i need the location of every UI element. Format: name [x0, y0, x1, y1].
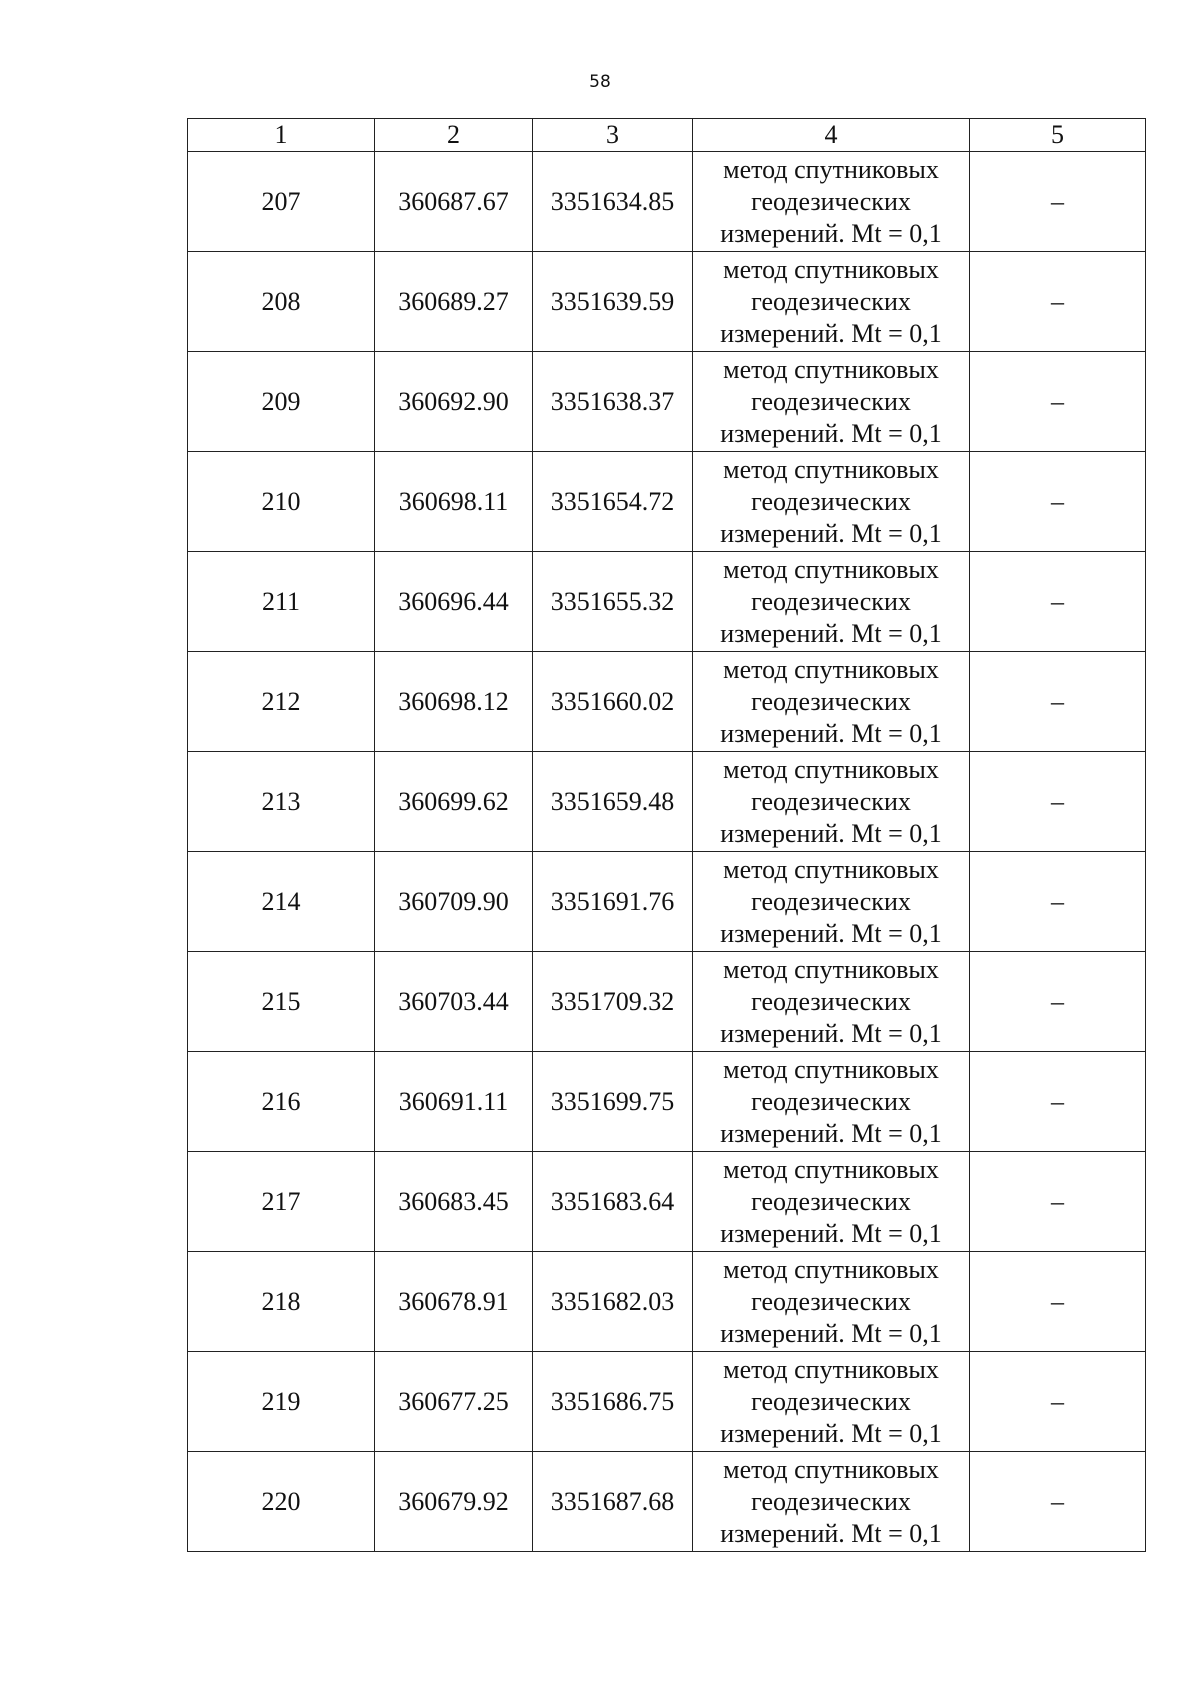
method-line: геодезических — [751, 986, 911, 1016]
x-coordinate-cell: 360698.11 — [375, 452, 533, 552]
y-coordinate-cell: 3351699.75 — [533, 1052, 693, 1152]
y-coordinate-cell: 3351687.68 — [533, 1452, 693, 1552]
method-line: геодезических — [751, 1386, 911, 1416]
x-coordinate-cell: 360679.92 — [375, 1452, 533, 1552]
y-coordinate-cell: 3351634.85 — [533, 152, 693, 252]
method-line: метод спутниковых — [723, 754, 939, 784]
method-line: метод спутниковых — [723, 1154, 939, 1184]
y-coordinate-cell: 3351654.72 — [533, 452, 693, 552]
method-cell — [693, 152, 970, 252]
method-line: геодезических — [751, 1186, 911, 1216]
method-line: метод спутниковых — [723, 254, 939, 284]
note-cell: – — [970, 1452, 1146, 1552]
method-cell — [693, 352, 970, 452]
method-cell — [693, 1352, 970, 1452]
method-line: геодезических — [751, 786, 911, 816]
method-line: измерений. Mt = 0,1 — [720, 218, 942, 248]
header-col-4: 4 — [693, 119, 970, 152]
table-row — [188, 352, 1146, 452]
method-cell — [693, 952, 970, 1052]
point-number-cell: 211 — [188, 552, 375, 652]
method-line: геодезических — [751, 1286, 911, 1316]
method-line: метод спутниковых — [723, 1354, 939, 1384]
y-coordinate-cell: 3351638.37 — [533, 352, 693, 452]
y-coordinate-cell: 3351709.32 — [533, 952, 693, 1052]
method-line: геодезических — [751, 1486, 911, 1516]
y-coordinate-cell: 3351639.59 — [533, 252, 693, 352]
y-coordinate-cell: 3351686.75 — [533, 1352, 693, 1452]
table-body — [188, 152, 1146, 1552]
method-line: метод спутниковых — [723, 1454, 939, 1484]
x-coordinate-cell: 360678.91 — [375, 1252, 533, 1352]
method-cell — [693, 552, 970, 652]
x-coordinate-cell: 360687.67 — [375, 152, 533, 252]
table-row — [188, 552, 1146, 652]
table-row — [188, 1152, 1146, 1252]
method-line: метод спутниковых — [723, 1254, 939, 1284]
x-coordinate-cell: 360677.25 — [375, 1352, 533, 1452]
point-number-cell: 216 — [188, 1052, 375, 1152]
table-row — [188, 1352, 1146, 1452]
header-col-5: 5 — [970, 119, 1146, 152]
table-row — [188, 852, 1146, 952]
table-row — [188, 452, 1146, 552]
note-cell: – — [970, 1252, 1146, 1352]
method-line: измерений. Mt = 0,1 — [720, 918, 942, 948]
note-cell: – — [970, 352, 1146, 452]
point-number-cell: 212 — [188, 652, 375, 752]
point-number-cell: 210 — [188, 452, 375, 552]
method-line: измерений. Mt = 0,1 — [720, 1118, 942, 1148]
method-line: геодезических — [751, 386, 911, 416]
method-line: метод спутниковых — [723, 654, 939, 684]
method-line: измерений. Mt = 0,1 — [720, 718, 942, 748]
note-cell: – — [970, 852, 1146, 952]
method-line: метод спутниковых — [723, 554, 939, 584]
x-coordinate-cell: 360698.12 — [375, 652, 533, 752]
table-row — [188, 1452, 1146, 1552]
table-header — [188, 119, 1146, 152]
header-row — [188, 119, 1146, 152]
table-row — [188, 152, 1146, 252]
header-col-3: 3 — [533, 119, 693, 152]
point-number-cell: 214 — [188, 852, 375, 952]
note-cell: – — [970, 1352, 1146, 1452]
note-cell: – — [970, 752, 1146, 852]
x-coordinate-cell: 360691.11 — [375, 1052, 533, 1152]
table-row — [188, 1252, 1146, 1352]
y-coordinate-cell: 3351691.76 — [533, 852, 693, 952]
method-cell — [693, 452, 970, 552]
page-number: 58 — [589, 72, 611, 92]
method-line: метод спутниковых — [723, 454, 939, 484]
table-row — [188, 1052, 1146, 1152]
method-cell — [693, 1452, 970, 1552]
table-row — [188, 752, 1146, 852]
point-number-cell: 213 — [188, 752, 375, 852]
method-line: измерений. Mt = 0,1 — [720, 1218, 942, 1248]
note-cell: – — [970, 452, 1146, 552]
table-row — [188, 252, 1146, 352]
x-coordinate-cell: 360703.44 — [375, 952, 533, 1052]
x-coordinate-cell: 360683.45 — [375, 1152, 533, 1252]
point-number-cell: 219 — [188, 1352, 375, 1452]
method-cell — [693, 752, 970, 852]
method-line: метод спутниковых — [723, 154, 939, 184]
method-cell — [693, 252, 970, 352]
x-coordinate-cell: 360696.44 — [375, 552, 533, 652]
method-cell — [693, 1252, 970, 1352]
method-cell — [693, 852, 970, 952]
method-line: измерений. Mt = 0,1 — [720, 1418, 942, 1448]
method-line: геодезических — [751, 1086, 911, 1116]
method-cell — [693, 652, 970, 752]
method-line: геодезических — [751, 586, 911, 616]
y-coordinate-cell: 3351660.02 — [533, 652, 693, 752]
point-number-cell: 207 — [188, 152, 375, 252]
method-line: измерений. Mt = 0,1 — [720, 1518, 942, 1548]
method-line: измерений. Mt = 0,1 — [720, 618, 942, 648]
method-cell — [693, 1052, 970, 1152]
point-number-cell: 209 — [188, 352, 375, 452]
method-line: измерений. Mt = 0,1 — [720, 318, 942, 348]
note-cell: – — [970, 952, 1146, 1052]
point-number-cell: 218 — [188, 1252, 375, 1352]
y-coordinate-cell: 3351655.32 — [533, 552, 693, 652]
method-line: измерений. Mt = 0,1 — [720, 1318, 942, 1348]
method-line: геодезических — [751, 486, 911, 516]
coordinates-table — [187, 118, 1146, 1552]
x-coordinate-cell: 360709.90 — [375, 852, 533, 952]
header-col-2: 2 — [375, 119, 533, 152]
y-coordinate-cell: 3351682.03 — [533, 1252, 693, 1352]
method-line: геодезических — [751, 686, 911, 716]
method-line: метод спутниковых — [723, 354, 939, 384]
method-line: измерений. Mt = 0,1 — [720, 818, 942, 848]
note-cell: – — [970, 652, 1146, 752]
table-row — [188, 652, 1146, 752]
note-cell: – — [970, 252, 1146, 352]
method-line: геодезических — [751, 186, 911, 216]
y-coordinate-cell: 3351683.64 — [533, 1152, 693, 1252]
point-number-cell: 217 — [188, 1152, 375, 1252]
method-line: геодезических — [751, 286, 911, 316]
method-line: метод спутниковых — [723, 854, 939, 884]
point-number-cell: 215 — [188, 952, 375, 1052]
x-coordinate-cell: 360692.90 — [375, 352, 533, 452]
method-line: измерений. Mt = 0,1 — [720, 1018, 942, 1048]
note-cell: – — [970, 152, 1146, 252]
point-number-cell: 220 — [188, 1452, 375, 1552]
x-coordinate-cell: 360699.62 — [375, 752, 533, 852]
method-line: измерений. Mt = 0,1 — [720, 518, 942, 548]
method-line: метод спутниковых — [723, 954, 939, 984]
note-cell: – — [970, 1152, 1146, 1252]
table-row — [188, 952, 1146, 1052]
note-cell: – — [970, 1052, 1146, 1152]
note-cell: – — [970, 552, 1146, 652]
y-coordinate-cell: 3351659.48 — [533, 752, 693, 852]
method-line: геодезических — [751, 886, 911, 916]
point-number-cell: 208 — [188, 252, 375, 352]
method-cell — [693, 1152, 970, 1252]
header-col-1: 1 — [188, 119, 375, 152]
method-line: метод спутниковых — [723, 1054, 939, 1084]
method-line: измерений. Mt = 0,1 — [720, 418, 942, 448]
x-coordinate-cell: 360689.27 — [375, 252, 533, 352]
